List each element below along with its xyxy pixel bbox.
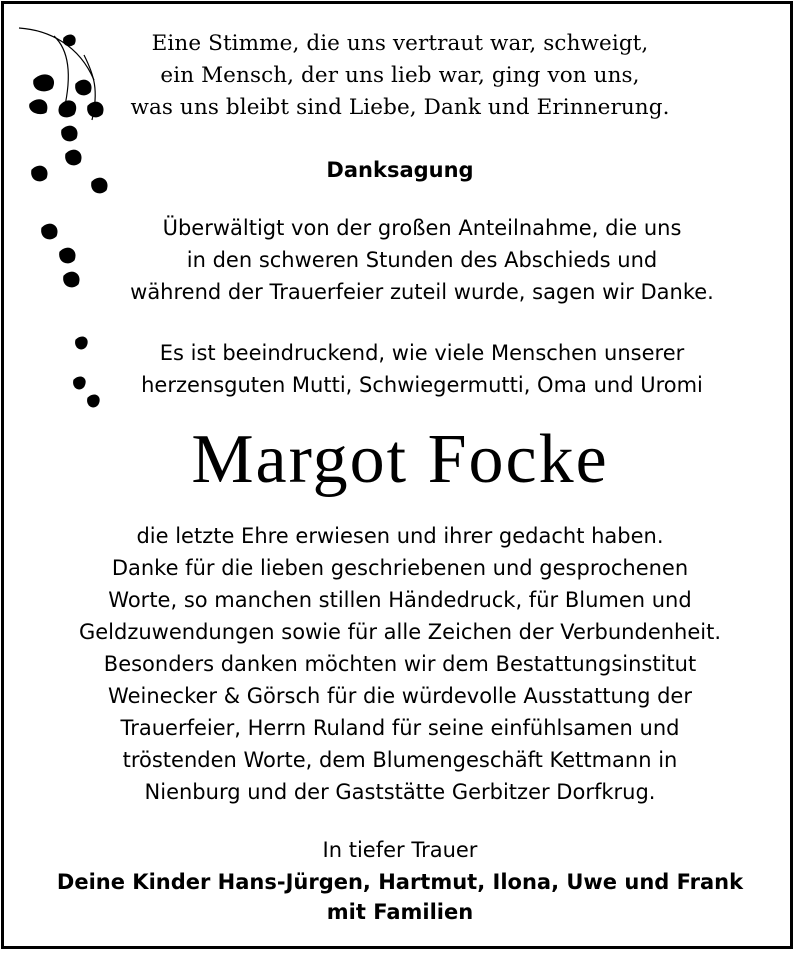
deceased-name: Margot Focke (191, 421, 609, 498)
heading: Danksagung (326, 158, 474, 182)
intro-line: während der Trauerfeier zuteil wurde, sagen wir Danke. (130, 280, 714, 304)
poem-line: ein Mensch, der uns lieb war, ging von uns, (160, 63, 640, 88)
body-line: Weinecker & Görsch für die würdevolle Ausstattung der (108, 684, 692, 708)
signature-line: mit Familien (326, 900, 474, 924)
body-line: tröstenden Worte, dem Blumengeschäft Kettmann in (122, 748, 678, 772)
body-line: Danke für die lieben geschriebenen und gesprochenen (111, 556, 689, 580)
body-line: Trauerfeier, Herrn Ruland für seine einfühlsamen und (120, 716, 680, 740)
intro-line: Überwältigt von der großen Anteilnahme, die uns (162, 216, 682, 240)
lead-line: herzensguten Mutti, Schwiegermutti, Oma und Uromi (141, 373, 703, 397)
signature-line: Deine Kinder Hans-Jürgen, Hartmut, Ilona, Uwe und Frank (56, 870, 744, 894)
poem-line: was uns bleibt sind Liebe, Dank und Erinnerung. (130, 95, 670, 120)
body-line: Besonders danken möchten wir dem Bestattungsinstitut (103, 652, 697, 676)
poem-line: Eine Stimme, die uns vertraut war, schweigt, (151, 31, 649, 56)
closing-phrase: In tiefer Trauer (322, 838, 478, 862)
body-line: die letzte Ehre erwiesen und ihrer gedacht haben. (136, 524, 664, 548)
body-line: Geldzuwendungen sowie für alle Zeichen der Verbundenheit. (78, 620, 722, 644)
body-line: Worte, so manchen stillen Händedruck, für Blumen und (108, 588, 692, 612)
intro-line: in den schweren Stunden des Abschieds und (186, 248, 658, 272)
lead-line: Es ist beeindruckend, wie viele Menschen unserer (159, 341, 685, 365)
body-line: Nienburg und der Gaststätte Gerbitzer Dorfkrug. (144, 780, 656, 804)
